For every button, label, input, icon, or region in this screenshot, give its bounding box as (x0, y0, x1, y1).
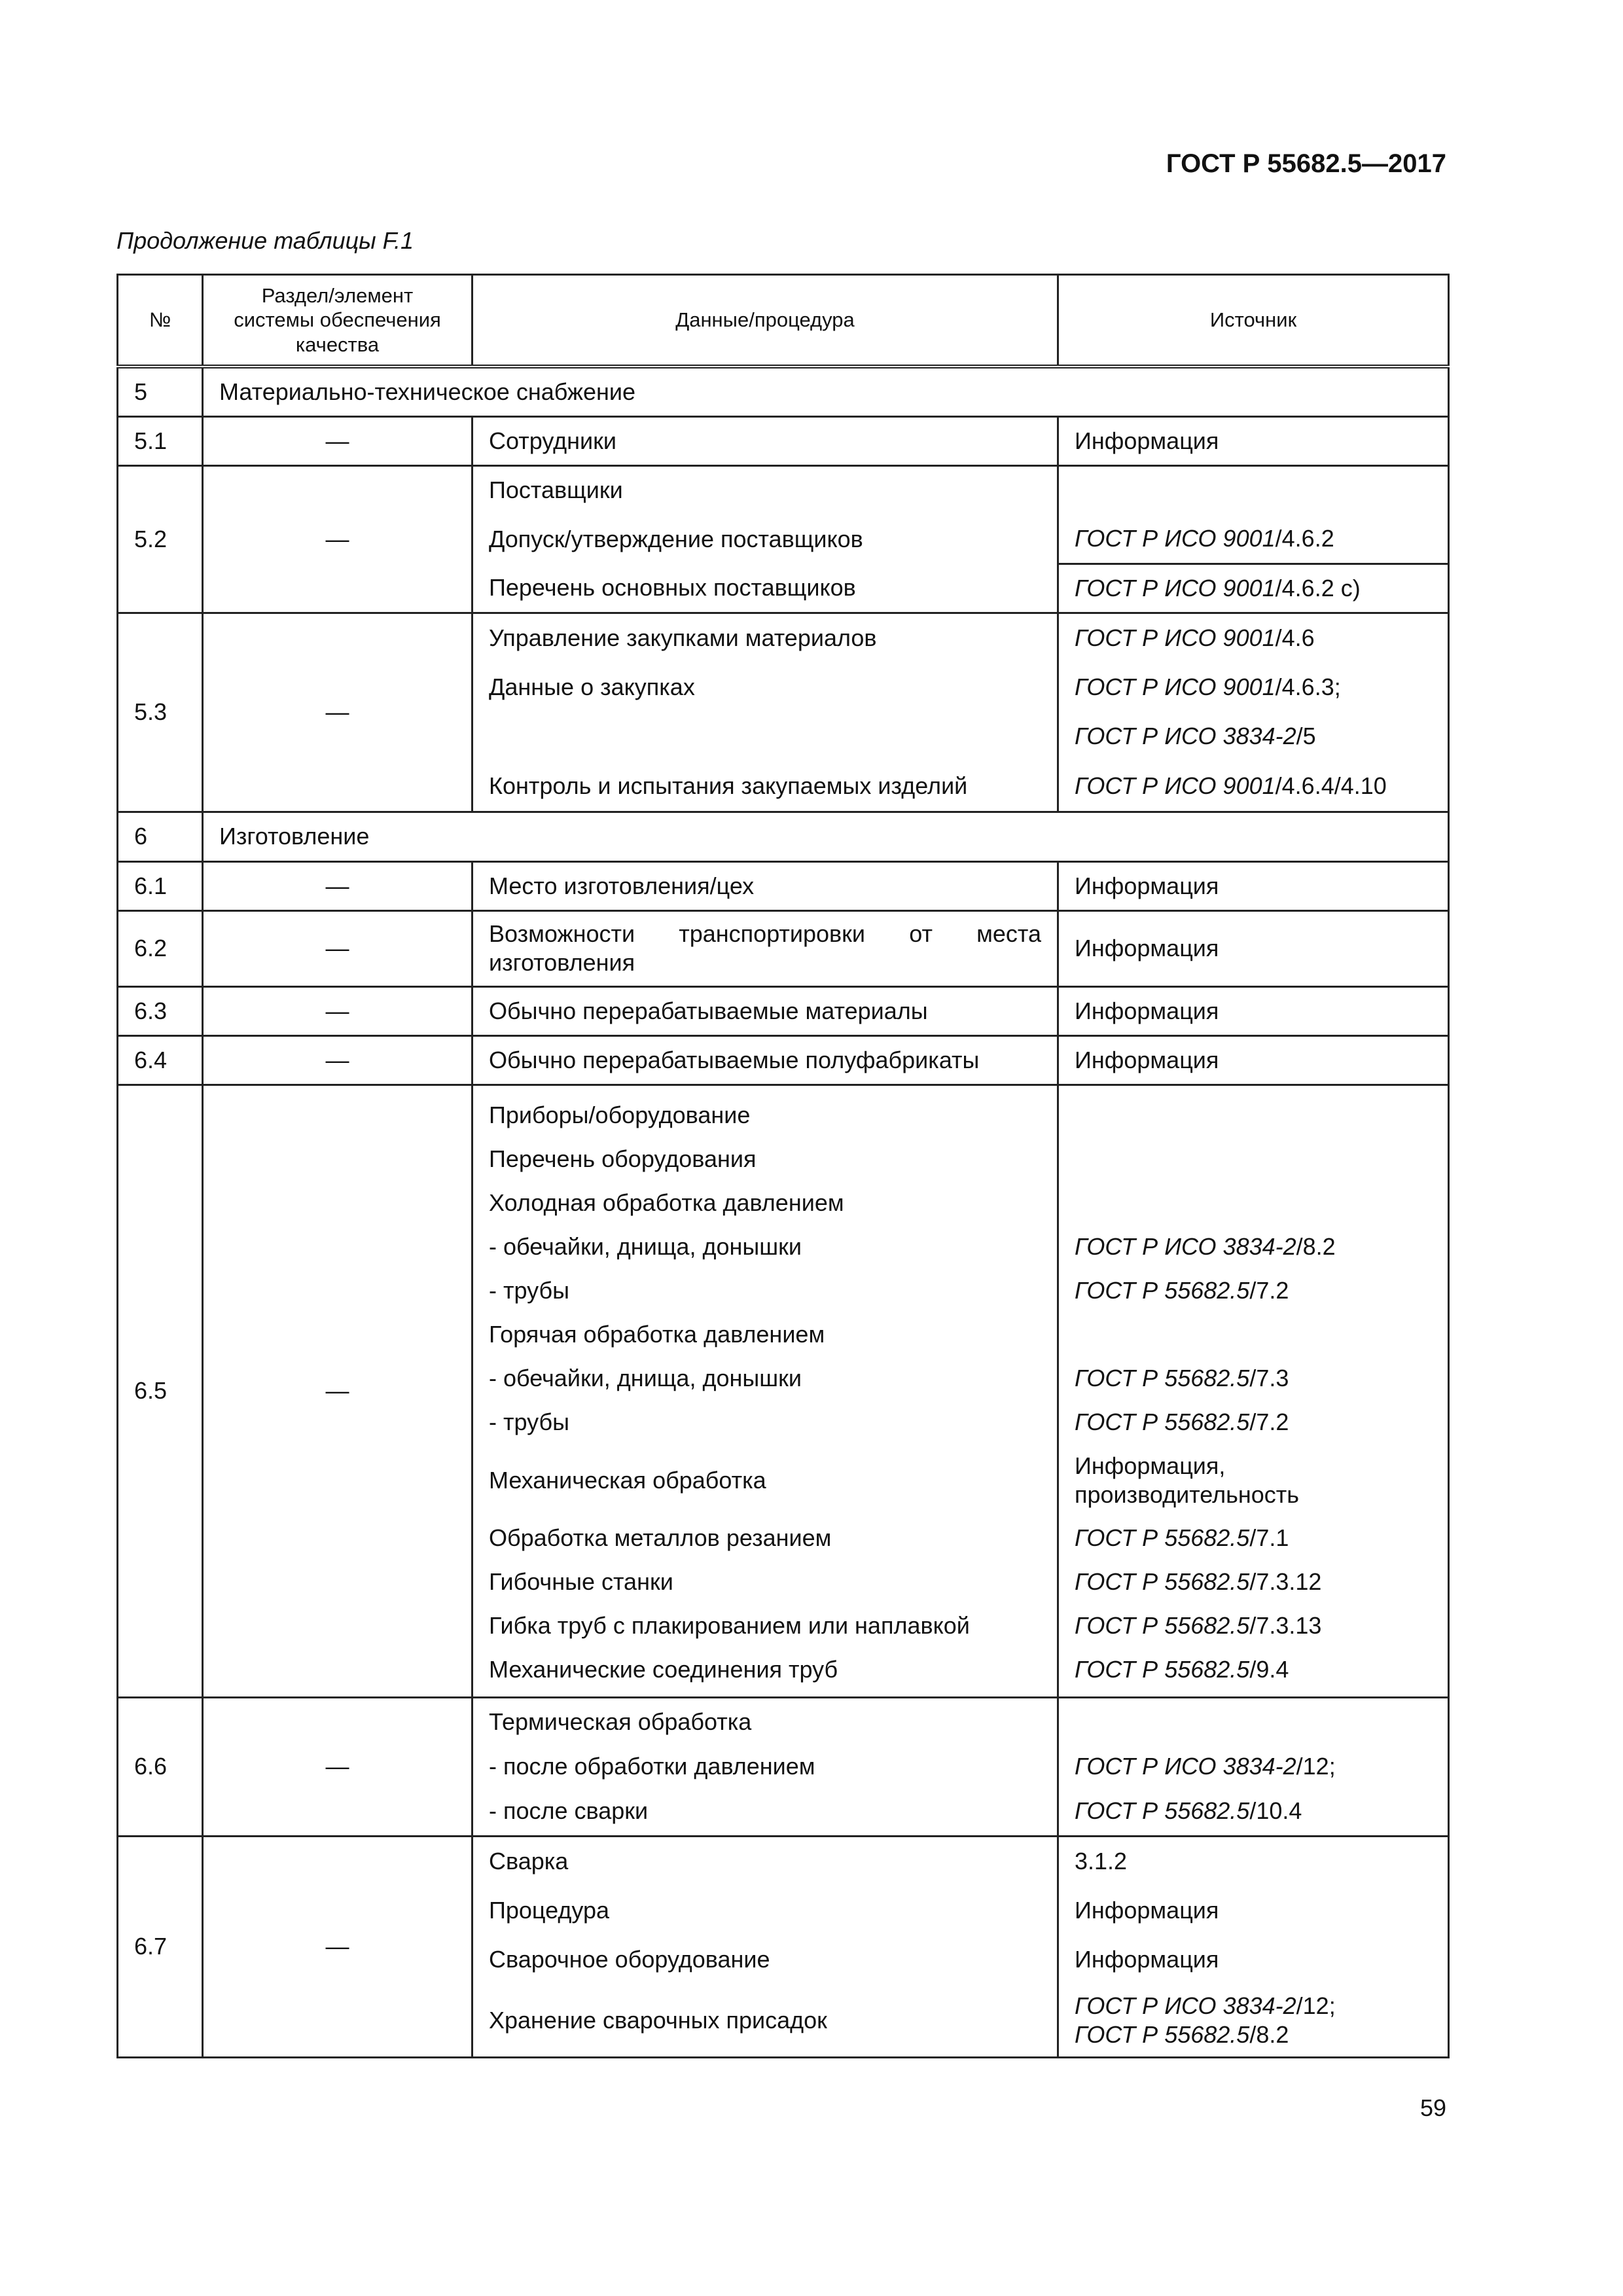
source-clause: /12; (1296, 1753, 1336, 1780)
row-number: 6.2 (118, 910, 203, 986)
source-line (1075, 1984, 1432, 2056)
data-cell (473, 1085, 1058, 1697)
data-line: Термическая обработка (489, 1708, 752, 1736)
section-element-dash: — (203, 861, 473, 910)
data-line: - обечайки, днища, донышки (489, 1233, 802, 1261)
source-clause: /7.1 (1249, 1524, 1289, 1552)
table-row (118, 1697, 1449, 1836)
source-line (1075, 1269, 1432, 1313)
table-row (118, 861, 1449, 910)
source-clause: /8.2 (1249, 2020, 1289, 2048)
row-number: 5.1 (118, 416, 203, 465)
table-row (118, 416, 1449, 465)
table-row (118, 1836, 1449, 2057)
row-number: 6.6 (118, 1697, 203, 1836)
row-number: 6.1 (118, 861, 203, 910)
source-cell: Информация (1058, 1035, 1449, 1085)
source-line (1075, 761, 1432, 811)
standard-designation: ГОСТ Р 55682.5—2017 (1166, 149, 1446, 178)
data-line: Контроль и испытания закупаемых изделий (489, 772, 968, 799)
page-number: 59 (1419, 2094, 1446, 2121)
section-element-dash: — (203, 1035, 473, 1085)
section-element-dash: — (203, 613, 473, 812)
data-cell: Допуск/утверждение поставщиков (473, 514, 1058, 564)
col-header-number: № (118, 275, 203, 367)
row-number: 5 (118, 367, 203, 416)
data-line: Хранение сварочных присадок (489, 2006, 827, 2034)
data-line: Механическая обработка (489, 1466, 766, 1494)
section-element-dash: — (203, 1085, 473, 1697)
source-clause: /7.2 (1249, 1277, 1289, 1304)
source-ref: ГОСТ Р ИСО 9001 (1075, 524, 1275, 552)
data-cell: Место изготовления/цех (473, 861, 1058, 910)
row-number: 6.7 (118, 1836, 203, 2057)
source-line (1075, 712, 1432, 761)
source-line (1075, 614, 1432, 663)
data-line: - обечайки, днища, донышки (489, 1365, 802, 1392)
source-clause: /8.2 (1296, 1233, 1336, 1261)
source-ref: ГОСТ Р 55682.5 (1075, 1568, 1250, 1596)
source-ref: ГОСТ Р 55682.5 (1075, 1656, 1250, 1683)
source-line (1075, 663, 1432, 712)
data-cell: Обычно перерабатываемые полуфабрикаты (473, 1035, 1058, 1085)
data-line: - после сварки (489, 1797, 649, 1825)
data-line: Сварка (489, 1848, 569, 1875)
section-element-dash: — (203, 465, 473, 613)
col-header-data: Данные/процедура (473, 275, 1058, 367)
source-clause: /7.3.12 (1249, 1568, 1322, 1596)
source-line (1075, 1357, 1432, 1401)
source-ref: ГОСТ Р 55682.5 (1075, 1612, 1250, 1640)
table-row (118, 986, 1449, 1035)
source-clause: /10.4 (1249, 1797, 1302, 1825)
section-element-dash: — (203, 910, 473, 986)
source-cell (1058, 514, 1449, 564)
table-row (118, 910, 1449, 986)
col-header-source: Источник (1058, 275, 1449, 367)
data-line: Приборы/оборудование (489, 1102, 751, 1129)
data-line (489, 712, 1041, 761)
source-ref: ГОСТ Р ИСО 3834-2 (1075, 1233, 1296, 1261)
source-ref: ГОСТ Р 55682.5 (1075, 1408, 1250, 1436)
data-cell (473, 613, 1058, 812)
row-number: 6.4 (118, 1035, 203, 1085)
source-line (1075, 1744, 1432, 1789)
source-clause: /5 (1296, 723, 1316, 750)
source-clause: /7.2 (1249, 1408, 1289, 1436)
row-number: 6.3 (118, 986, 203, 1035)
section-title: Материально-техническое снабжение (203, 367, 1449, 416)
source-clause: /7.3 (1249, 1365, 1289, 1392)
source-ref: ГОСТ Р ИСО 9001 (1075, 624, 1275, 652)
section-title: Изготовление (203, 812, 1449, 861)
source-line (1075, 1789, 1432, 1833)
row-number: 5.2 (118, 465, 203, 613)
data-cell: Поставщики (473, 465, 1058, 514)
data-line: - трубы (489, 1408, 569, 1436)
source-line (1075, 1516, 1432, 1560)
source-ref: ГОСТ Р ИСО 3834-2 (1075, 723, 1296, 750)
source-clause: /9.4 (1249, 1656, 1289, 1683)
data-cell (473, 1836, 1058, 2057)
source-ref: ГОСТ Р 55682.5 (1075, 2020, 1250, 2048)
source-line: 3.1.2 (1075, 1848, 1128, 1875)
source-clause: /4.6.4/4.10 (1275, 772, 1387, 799)
source-ref: ГОСТ Р 55682.5 (1075, 1277, 1250, 1304)
data-line: - трубы (489, 1277, 569, 1304)
data-cell: Возможности транспортировки от места изготовления (473, 910, 1058, 986)
table-row (118, 812, 1449, 861)
source-text: производительность (1075, 1480, 1300, 1508)
row-number: 6.5 (118, 1085, 203, 1697)
table-continuation-caption: Продолжение таблицы F.1 (116, 227, 414, 254)
source-cell (1058, 613, 1449, 812)
data-cell: Перечень основных поставщиков (473, 564, 1058, 613)
source-line: Информация (1075, 1897, 1219, 1924)
data-line: - после обработки давлением (489, 1753, 815, 1780)
data-line: Процедура (489, 1897, 610, 1924)
table-header-row (118, 275, 1449, 367)
section-element-dash: — (203, 1697, 473, 1836)
data-line: Гибочные станки (489, 1568, 673, 1596)
source-cell: Информация (1058, 910, 1449, 986)
source-ref: ГОСТ Р 55682.5 (1075, 1524, 1250, 1552)
data-line: Сварочное оборудование (489, 1946, 770, 1973)
table-row (118, 613, 1449, 812)
source-line (1075, 1604, 1432, 1648)
source-cell: Информация (1058, 986, 1449, 1035)
source-line (1075, 1444, 1432, 1516)
data-line: Перечень оборудования (489, 1145, 757, 1173)
table-row (118, 1085, 1449, 1697)
data-line: Управление закупками материалов (489, 624, 877, 652)
requirements-table (116, 274, 1450, 2058)
source-line (1075, 1225, 1432, 1269)
source-ref: ГОСТ Р 55682.5 (1075, 1797, 1250, 1825)
data-line: Холодная обработка давлением (489, 1189, 844, 1217)
source-cell (1058, 1836, 1449, 2057)
col-header-section: Раздел/элемент системы обеспечения качества (203, 275, 473, 367)
data-line: Механические соединения труб (489, 1656, 838, 1683)
source-cell: Информация (1058, 416, 1449, 465)
source-clause: /4.6.2 с) (1275, 574, 1361, 601)
source-line (1075, 1560, 1432, 1604)
source-text: Информация, (1075, 1452, 1226, 1479)
source-cell: Информация (1058, 861, 1449, 910)
source-cell (1058, 564, 1449, 613)
source-clause: /4.6.2 (1275, 524, 1334, 552)
section-element-dash: — (203, 986, 473, 1035)
source-ref: ГОСТ Р ИСО 9001 (1075, 574, 1275, 601)
source-ref: ГОСТ Р ИСО 3834-2 (1075, 1992, 1296, 2019)
data-cell: Обычно перерабатываемые материалы (473, 986, 1058, 1035)
source-clause: /7.3.13 (1249, 1612, 1322, 1640)
data-line: Горячая обработка давлением (489, 1321, 825, 1348)
source-cell (1058, 1085, 1449, 1697)
data-cell: Сотрудники (473, 416, 1058, 465)
table-row (118, 465, 1449, 514)
section-element-dash: — (203, 1836, 473, 2057)
source-clause: /12; (1296, 1992, 1336, 2019)
source-cell (1058, 465, 1449, 514)
source-cell (1058, 1697, 1449, 1836)
data-cell (473, 1697, 1058, 1836)
source-ref: ГОСТ Р ИСО 9001 (1075, 673, 1275, 701)
source-ref: ГОСТ Р 55682.5 (1075, 1365, 1250, 1392)
table-row (118, 367, 1449, 416)
row-number: 5.3 (118, 613, 203, 812)
data-line: Гибка труб с плакированием или наплавкой (489, 1612, 970, 1640)
row-number: 6 (118, 812, 203, 861)
source-line (1075, 1648, 1432, 1692)
table-row (118, 1035, 1449, 1085)
source-line (1075, 1401, 1432, 1444)
source-clause: /4.6 (1275, 624, 1315, 652)
data-line: Данные о закупках (489, 673, 695, 701)
source-clause: /4.6.3; (1275, 673, 1341, 701)
source-ref: ГОСТ Р ИСО 9001 (1075, 772, 1275, 799)
section-element-dash: — (203, 416, 473, 465)
source-ref: ГОСТ Р ИСО 3834-2 (1075, 1753, 1296, 1780)
data-line: Обработка металлов резанием (489, 1524, 832, 1552)
source-line: Информация (1075, 1946, 1219, 1973)
